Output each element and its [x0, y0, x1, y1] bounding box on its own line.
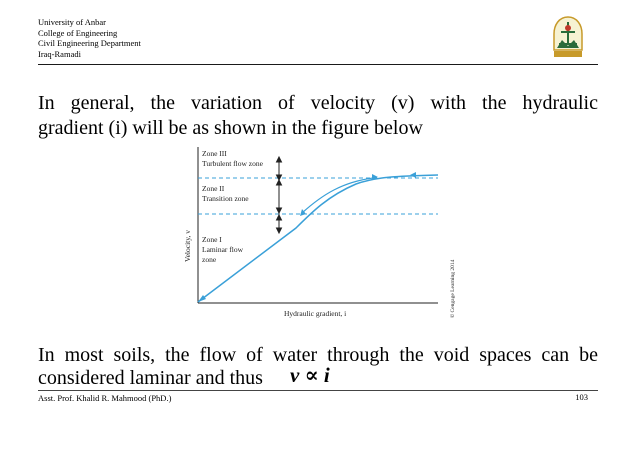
copyright-note: © Cengage Learning 2014: [450, 259, 456, 318]
zone-height-arrows: [277, 157, 282, 233]
footer-author: Asst. Prof. Khalid R. Mahmood (PhD.): [38, 393, 172, 403]
velocity-curve-upper: [302, 178, 373, 213]
header-university: University of Anbar: [38, 17, 106, 27]
footer-divider: [38, 390, 598, 391]
conclusion-line-2: considered laminar and thus: [38, 367, 263, 389]
zone3-desc: Turbulent flow zone: [202, 159, 263, 168]
zone1-desc-a: Laminar flow: [202, 245, 244, 254]
x-axis-label: Hydraulic gradient, i: [284, 309, 347, 318]
header-college: College of Engineering: [38, 27, 118, 38]
header-divider: [38, 64, 598, 65]
y-axis-label: Velocity, v: [183, 229, 192, 262]
zone1-title: Zone I: [202, 235, 222, 244]
proportionality-formula: v ∝ i: [290, 363, 330, 387]
zone3-title: Zone III: [202, 149, 227, 158]
university-seal-icon: [546, 14, 590, 60]
intro-paragraph: [38, 91, 598, 141]
zone2-desc: Transition zone: [202, 194, 249, 203]
zone1-desc-b: zone: [202, 255, 217, 264]
header-department: Civil Engineering Department: [38, 38, 141, 48]
page-number: 103: [575, 392, 588, 402]
velocity-gradient-figure: [178, 144, 462, 326]
institution-header: [38, 17, 141, 59]
intro-line-1: In general, the variation of velocity (v) with the hydraulic: [38, 92, 598, 114]
conclusion-line-1: In most soils, the flow of water through the void spaces can be: [38, 344, 598, 366]
intro-line-2: gradient (i) will be as shown in the figure below: [38, 117, 423, 139]
curve-arrowheads: [198, 172, 416, 302]
header-location: Iraq-Ramadi: [38, 48, 81, 59]
zone2-title: Zone II: [202, 184, 225, 193]
